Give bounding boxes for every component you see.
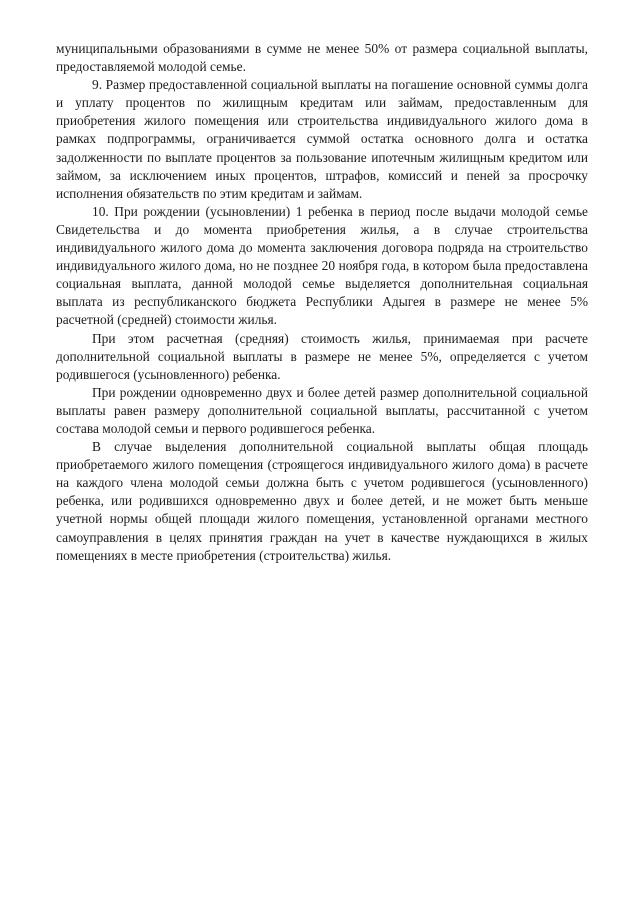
paragraph-living-area: В случае выделения дополнительной социальной выплаты общая площадь приобретаемого жилого помещения (строящегося индивидуального жилого дома) в расчете на каждого члена молодой семьи должна быть с учетом родившегося (усыновленного) ребенка, или родившихся одновременно двух и более детей, и не может быть меньше учетной нормы общей площади жилого помещения, установленной органами местного самоуправления в целях принятия граждан на учет в качестве нуждающихся в жилых помещениях в месте приобретения (строительства) жилья. [56, 439, 588, 563]
paragraph-continuation: муниципальными образованиями в сумме не менее 50% от размера социальной выплаты, предоставляемой молодой семье. [56, 41, 588, 75]
paragraph-average-cost: При этом расчетная (средняя) стоимость жилья, принимаемая при расчете дополнительной социальной выплаты в размере не менее 5%, определяется с учетом родившегося (усыновленного) ребенка. [56, 330, 588, 382]
paragraph-multiple-births: При рождении одновременно двух и более детей размер дополнительной социальной выплаты равен размеру дополнительной социальной выплаты, рассчитанной с учетом состава молодой семьи и первого родившегося ребенка. [56, 384, 588, 436]
document-body [56, 40, 588, 565]
paragraph-clause-9: 9. Размер предоставленной социальной выплаты на погашение основной суммы долга и уплату процентов по жилищным кредитам или займам, предоставленным для приобретения жилого помещения или строительства индивидуального жилого дома в рамках подпрограммы, ограничивается суммой остатка основного долга и остатка задолженности по выплате процентов за пользование ипотечным жилищным кредитом или займом, за исключением иных процентов, штрафов, комиссий и пеней за просрочку исполнения обязательств по этим кредитам и займам. [56, 77, 588, 201]
paragraph-clause-10: 10. При рождении (усыновлении) 1 ребенка в период после выдачи молодой семье Свидетельства и до момента приобретения жилья, а в случае строительства индивидуального жилого дома до момента заключения договора подряда на строительство индивидуального жилого дома, но не позднее 20 ноября года, в котором была предоставлена социальная выплата, данной молодой семье выделяется дополнительная социальная выплата из республиканского бюджета Республики Адыгея в размере не менее 5% расчетной (средней) стоимости жилья. [56, 203, 588, 328]
